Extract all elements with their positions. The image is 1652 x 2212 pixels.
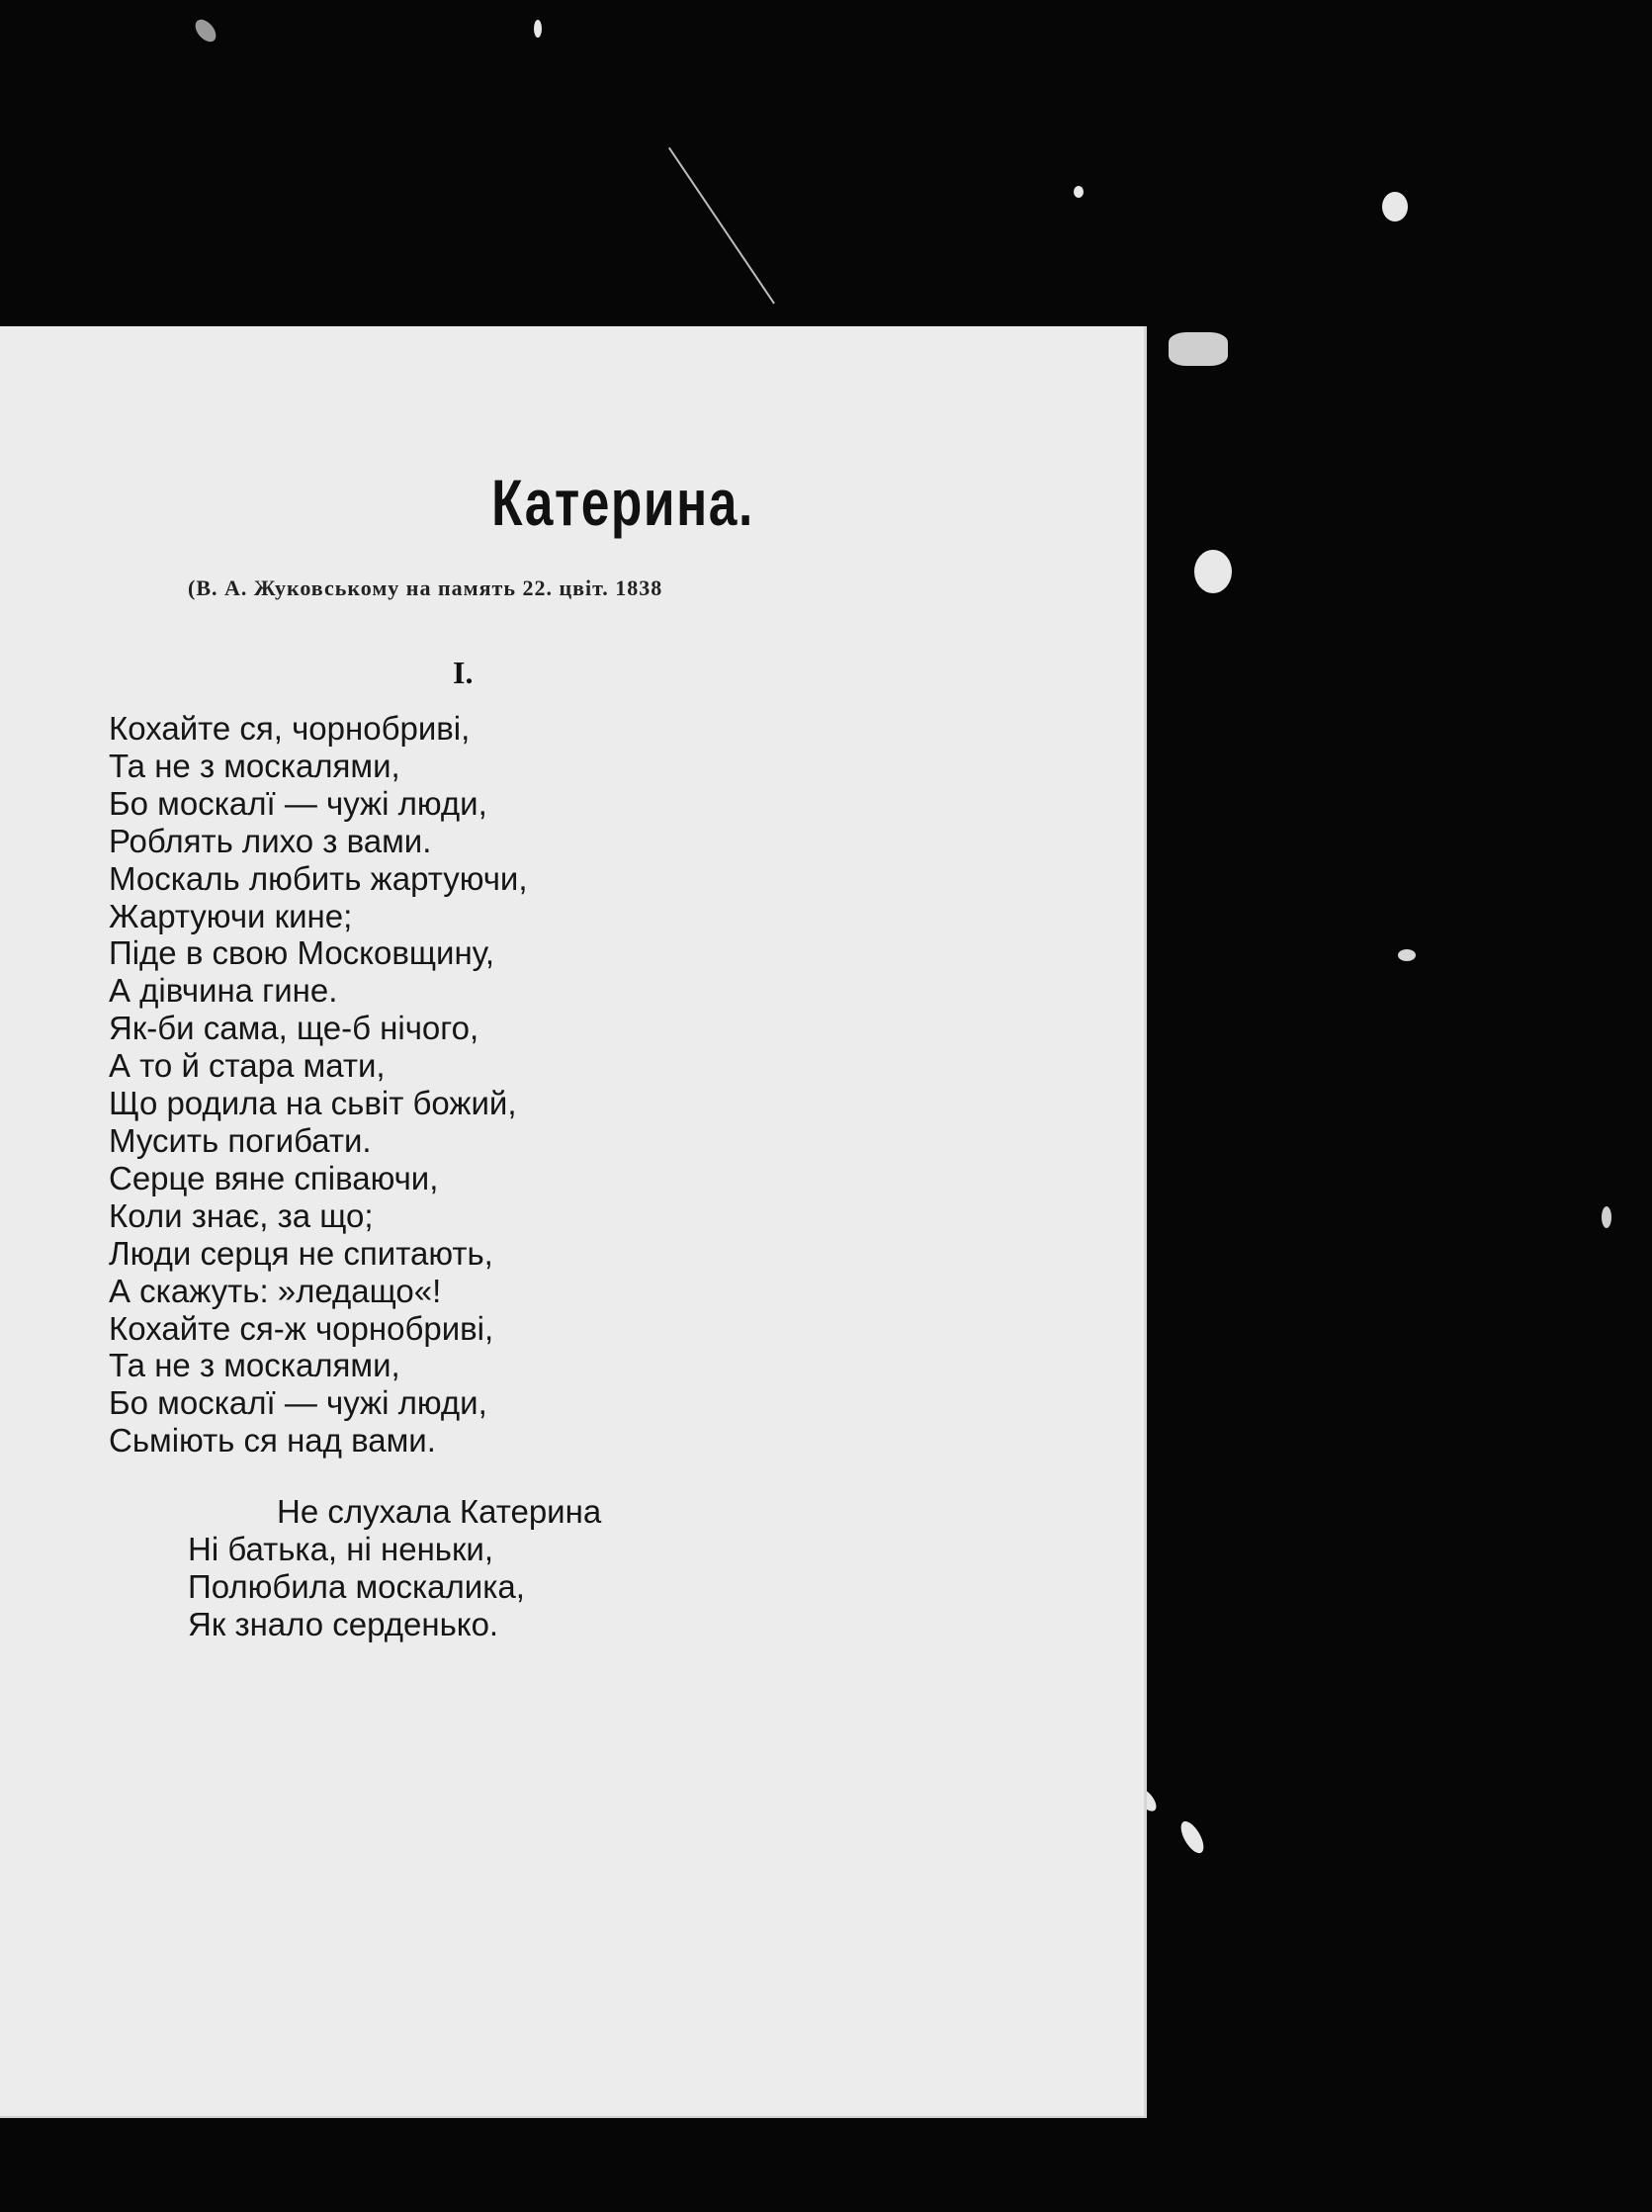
stanza-1 [109,710,528,1460]
film-speck [1382,192,1408,221]
verse-line: Коли знає, за що; [109,1196,374,1234]
verse-line: Люди серця не спитають, [109,1234,493,1272]
film-scratch [668,147,775,305]
verse-line: А скажуть: »ледащо«! [109,1272,442,1309]
dedication-line: (В. А. Жуковському на память 22. цвіт. 1838 [188,575,663,600]
stanza-2 [188,1493,601,1643]
verse-line: Не слухала Катерина [277,1493,602,1530]
verse-line: Піде в свою Московщину, [109,934,495,972]
film-speck [534,20,542,38]
verse-line: Кохайте ся, чорнобриві, [109,710,471,747]
film-speck [1074,186,1084,198]
verse-line: Роблять лихо з вами. [109,822,432,859]
verse-line: Та не з москалями, [109,1347,400,1384]
film-speck [192,16,220,45]
verse-line: Жартуючи кине; [109,897,353,934]
film-speck [1169,332,1228,366]
verse-line: Сьміють ся над вами. [109,1422,436,1460]
verse-line: А дівчина гине. [109,972,338,1010]
film-speck [1176,1817,1208,1856]
verse-line: Мусить погибати. [109,1121,372,1159]
verse-line: Бо москалї — чужі люди, [109,1384,487,1422]
verse-line: Кохайте ся-ж чорнобриві, [109,1309,494,1347]
verse-line: Та не з москалями, [109,747,400,784]
verse-line: Що родила на сьвіт божий, [109,1085,517,1122]
verse-line: Серце вяне співаючи, [109,1159,439,1196]
poem-title: Катерина. [491,466,754,539]
verse-line: Ні батька, ні неньки, [188,1530,494,1567]
verse-line: Москаль любить жартуючи, [109,859,528,897]
verse-line: Бо москалї — чужі люди, [109,784,487,822]
verse-line: Як-би сама, ще-б нічого, [109,1010,479,1047]
verse-line: Як знало серденько. [188,1605,499,1642]
film-speck [1602,1206,1611,1228]
film-speck [1194,550,1232,593]
film-speck [1398,949,1416,961]
verse-line: А то й стара мати, [109,1047,386,1085]
section-number: I. [453,655,474,690]
verse-line: Полюбила москалика, [188,1567,525,1605]
